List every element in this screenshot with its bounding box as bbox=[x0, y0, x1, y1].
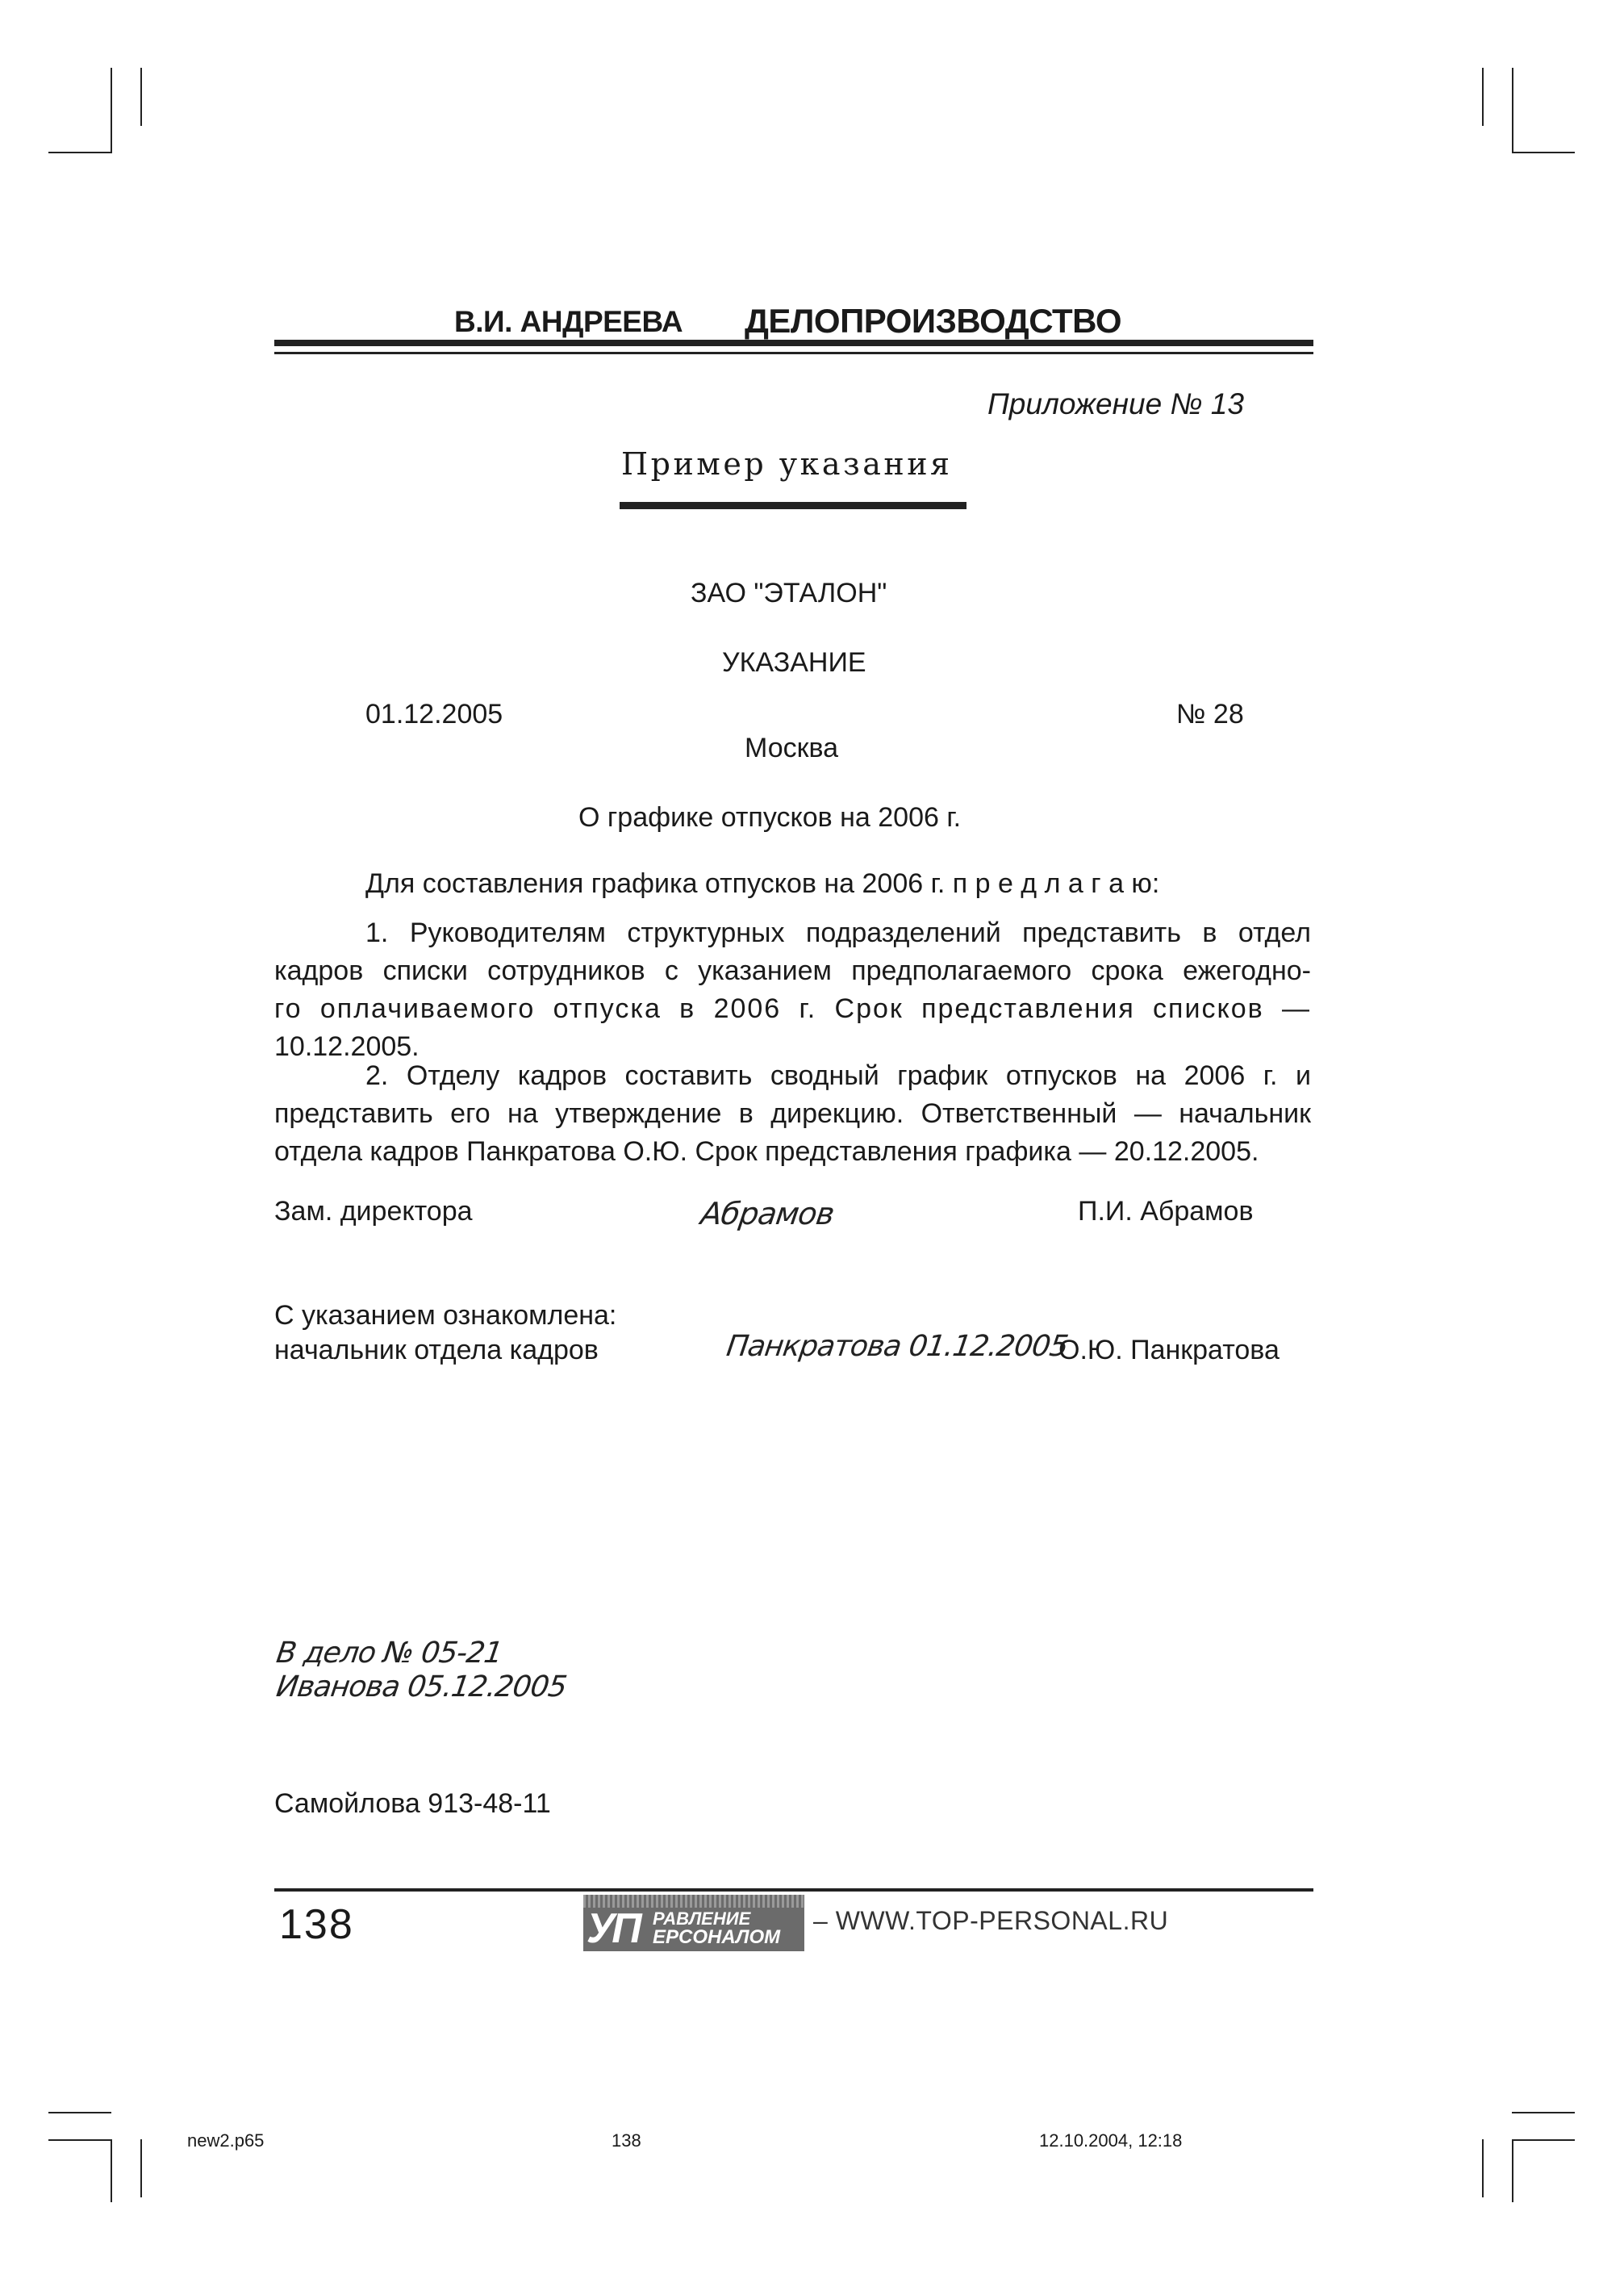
footer-rule bbox=[274, 1888, 1313, 1892]
document-number: № 28 bbox=[1176, 699, 1244, 729]
item-2-paragraph bbox=[274, 1057, 1311, 1171]
acknowledgement-name: О.Ю. Панкратова bbox=[1058, 1335, 1280, 1365]
item-2-line: отдела кадров Панкратова О.Ю. Срок представления графика — 20.12.2005. bbox=[274, 1136, 1259, 1167]
document-intro: Для составления графика отпусков на 2006 г. п р е д л а г а ю: bbox=[365, 868, 1160, 899]
logo-mark: УП bbox=[587, 1905, 639, 1951]
signer-handwritten-signature: Абрамов bbox=[699, 1196, 837, 1231]
item-1-line: го оплачиваемого отпуска в 2006 г. Срок представления списков — bbox=[274, 993, 1311, 1024]
appendix-label: Приложение № 13 bbox=[987, 387, 1244, 420]
filing-note-line-2: Иванова 05.12.2005 bbox=[274, 1670, 569, 1704]
header-book-title: ДЕЛОПРОИЗВОДСТВО bbox=[745, 302, 1122, 340]
slug-datetime: 12.10.2004, 12:18 bbox=[1039, 2130, 1183, 2151]
website-link[interactable]: – WWW.TOP-PERSONAL.RU bbox=[813, 1906, 1169, 1935]
item-1-line: кадров списки сотрудников с указанием предполагаемого срока ежегодно- bbox=[274, 955, 1311, 986]
slug-file: new2.p65 bbox=[187, 2130, 265, 2151]
page-number: 138 bbox=[279, 1901, 354, 1948]
executor-info: Самойлова 913-48-11 bbox=[274, 1788, 551, 1819]
document-subject: О графике отпусков на 2006 г. bbox=[578, 802, 962, 833]
logo-text-bottom: ЕРСОНАЛОМ bbox=[653, 1926, 781, 1948]
document-date: 01.12.2005 bbox=[365, 699, 503, 729]
document-city: Москва bbox=[745, 733, 839, 763]
acknowledgement-handwritten-signature: Панкратова 01.12.2005 bbox=[724, 1330, 1070, 1363]
item-2-line: 2. Отделу кадров составить сводный график отпусков на 2006 г. и bbox=[365, 1060, 1311, 1091]
header-author: В.И. АНДРЕЕВА bbox=[454, 305, 683, 338]
acknowledgement-line-2: начальник отдела кадров bbox=[274, 1335, 599, 1365]
header-rule-thin bbox=[274, 352, 1313, 354]
slug-page: 138 bbox=[612, 2130, 641, 2151]
header-rule-thick bbox=[274, 340, 1313, 346]
filing-note-line-1: В дело № 05-21 bbox=[274, 1637, 504, 1670]
document-type: УКАЗАНИЕ bbox=[722, 647, 866, 678]
acknowledgement-line-1: С указанием ознакомлена: bbox=[274, 1300, 617, 1331]
signer-position: Зам. директора bbox=[274, 1196, 473, 1227]
organization-name: ЗАО "ЭТАЛОН" bbox=[691, 578, 887, 608]
item-2-line: представить его на утверждение в дирекцию. Ответственный — начальник bbox=[274, 1098, 1311, 1129]
subtitle-underline bbox=[620, 502, 966, 509]
magazine-logo bbox=[583, 1895, 804, 1951]
appendix-subtitle: Пример указания bbox=[621, 446, 953, 482]
signer-name: П.И. Абрамов bbox=[1078, 1196, 1254, 1227]
item-1-line: 10.12.2005. bbox=[274, 1031, 420, 1062]
item-1-line: 1. Руководителям структурных подразделений представить в отдел bbox=[365, 918, 1311, 948]
logo-text-top: РАВЛЕНИЕ bbox=[653, 1908, 751, 1929]
item-1-paragraph bbox=[274, 914, 1311, 1066]
